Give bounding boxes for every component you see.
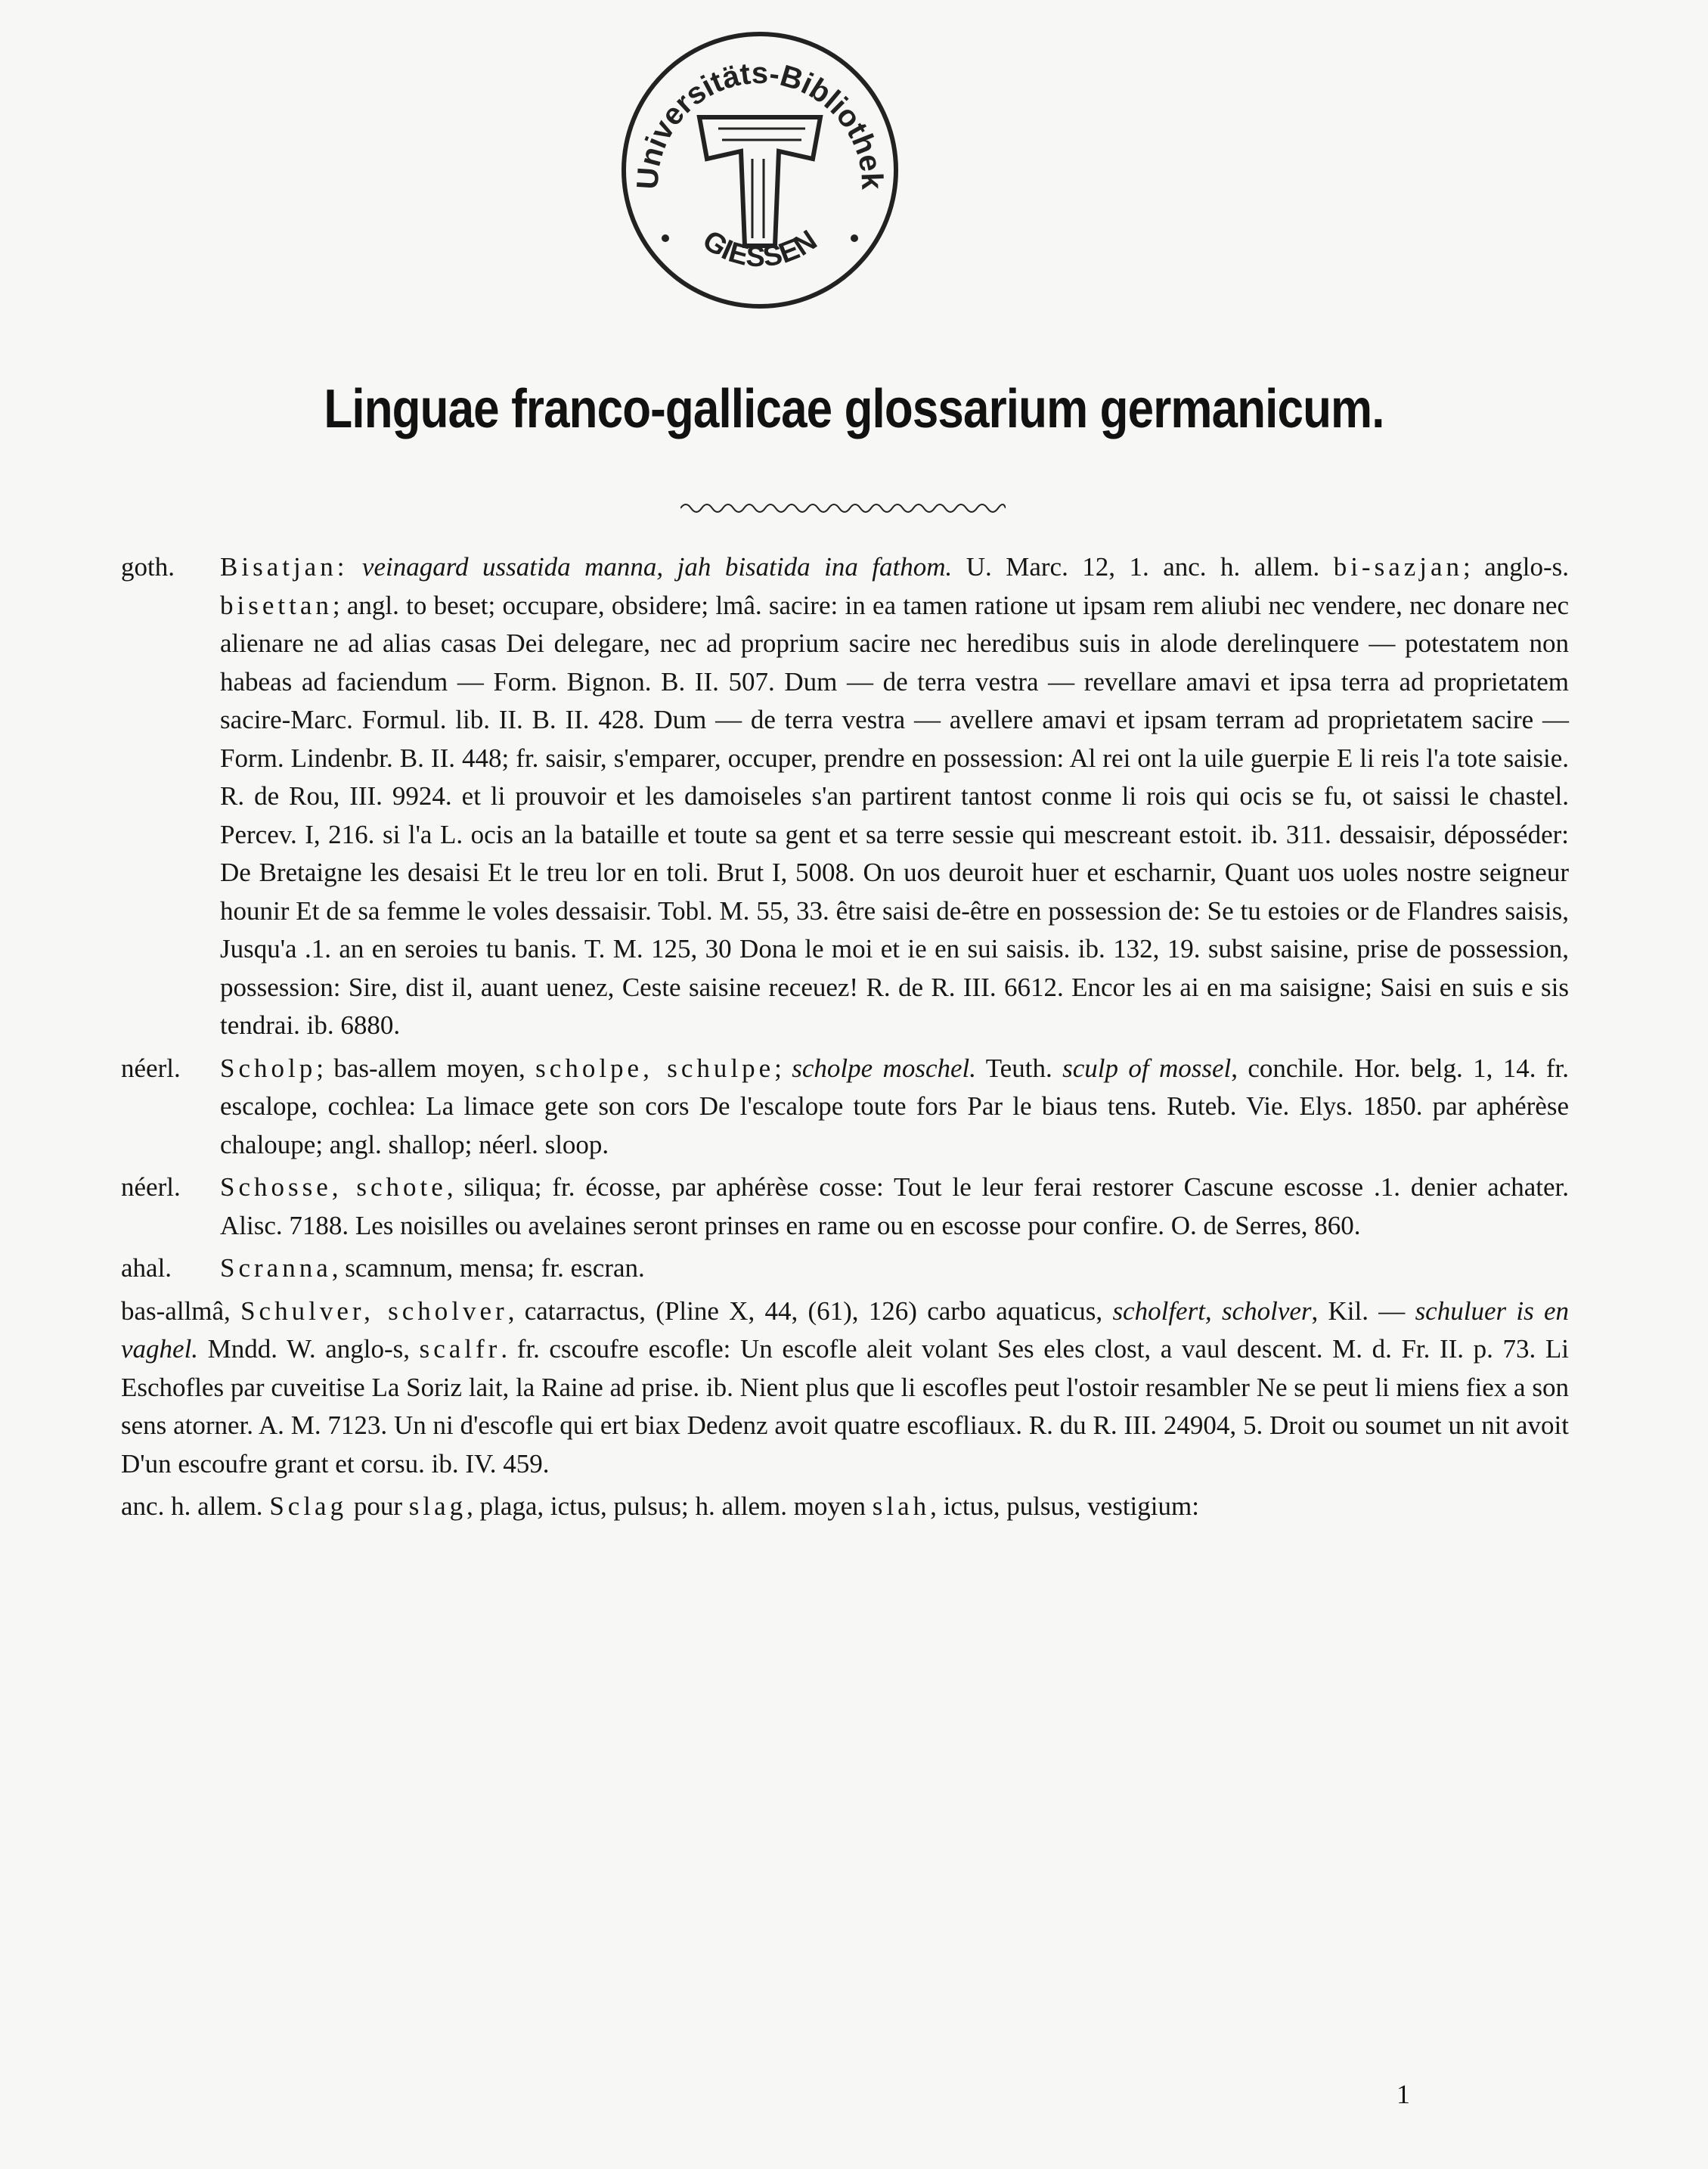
stamp-text-bottom: GIESSEN (696, 224, 823, 274)
entry-headword: Schulver, scholver (240, 1296, 508, 1326)
entry-headword: Schosse, schote (220, 1172, 447, 1202)
entry-text: ; bas-allem moyen, (316, 1053, 536, 1083)
entry-text: pour (347, 1491, 409, 1521)
entry-headword: bisettan (220, 590, 333, 620)
entry-quotation: scholpe moschel. (792, 1053, 976, 1083)
entry-text: Teuth. (976, 1053, 1063, 1083)
entry-text (348, 552, 361, 582)
title-ornament (680, 499, 1006, 517)
entry-quotation: veinagard ussatida manna, jah bisatida ina fathom. (361, 552, 953, 582)
entry-headword: bi-sazjan (1333, 552, 1464, 582)
entry-headword: scholpe, schulpe (535, 1053, 775, 1083)
entry-headword: Scranna (220, 1253, 332, 1283)
page-title: Linguae franco-gallicae glossarium germanicum. (324, 379, 1384, 439)
glossary-entry (121, 1050, 1569, 1165)
entry-quotation: scholfert, scholver (1112, 1296, 1312, 1326)
entry-headword: scalfr (419, 1334, 501, 1364)
entry-headword: Scholp (220, 1053, 317, 1083)
entry-headword: Bisatjan: (220, 552, 349, 582)
page-number: 1 (1396, 2079, 1410, 2109)
entry-text: , siliqua; fr. écosse, par aphérèse cosse: Tout le leur ferai restorer Cascune escosse .1. denier achater. Alisc. 7188. Les noisilles ou avelaines seront prinses en rame ou en escosse pour confire. O. de Serres, 860. (220, 1172, 1569, 1240)
entry-language-label: néerl. (121, 1053, 181, 1083)
entry-text (263, 1491, 270, 1521)
library-stamp (616, 26, 904, 314)
entry-text: , catarractus, (Pline X, 44, (61), 126) carbo aquaticus, (507, 1296, 1113, 1326)
entry-text: U. Marc. 12, 1. anc. h. allem. (952, 552, 1334, 582)
entry-language-label: anc. h. allem. (121, 1491, 263, 1521)
entry-quotation: schuluer is en vaghel. (121, 1296, 1570, 1364)
entry-text: ; angl. to beset; occupare, obsidere; lmâ. sacire: in ea tamen ratione ut ipsam rem aliubi nec vendere, nec donare nec alienare ne ad alias casas Dei delegare, nec ad proprium sacire nec heredibus suis in alode derelinquere — potestatem non habeas ad faciendum — Form. Bignon. B. II. 507. Dum — de terra vestra — revellare amavi et ipsa terra ad proprietatem sacire-Marc. Formul. lib. II. B. II. 428. Dum — de terra vestra — avellere amavi et ipsam terram ad proprietatem sacire — Form. Lindenbr. B. II. 448; fr. saisir, s'emparer, occuper, prendre en possession: Al rei ont la uile guerpie E li reis l'a tote saisie. R. de Rou, III. 9924. et li prouvoir et les damoiseles s'an partirent tantost conme li rois qui ocis se fu, ot saissi le chastel. Percev. I, 216. si l'a L. ocis an la bataille et toute sa gent et sa terre sessie qui mescreant estoit. ib. 311. dessaisir, déposséder: De Bretaigne les desaisi Et le treu lor en toli. Brut I, 5008. On uos deuroit huer et escharnir, Quant uos uoles nostre seigneur hounir Et de sa femme le voles dessaisir. Tobl. M. 55, 33. être saisi de-être en possession de: Se tu estoies or de Flandres saisis, Jusqu'a .1. an en seroies tu banis. T. M. 125, 30 Dona le moi et ie en sui saisis. ib. 132, 19. subst saisine, prise de possession, possession: Sire, dist il, auant uenez, Ceste saisine receuez! R. de R. III. 6612. Encor les ai en ma saisigne; Saisi en suis e sis tendrai. ib. 6880. (220, 590, 1569, 1040)
glossary-entry (121, 1488, 1569, 1526)
entry-text: Mndd. W. anglo-s, (198, 1334, 420, 1364)
entry-language-label: bas-allmâ, (121, 1296, 231, 1326)
entry-text: ; (774, 1053, 792, 1083)
entry-text: . fr. cscoufre escofle: Un escofle aleit volant Ses eles clost, a vaul descent. M. d. Fr. II. p. 73. Li Eschofles par cuveitise La Soriz lait, la Raine ad prise. ib. Nient plus que li escofles peut l'ostoir resambler Ne se peut li miens fiex a son sens atorner. A. M. 7123. Un ni d'escofle qui ert biax Dedenz avoit quatre escofliaux. R. du R. III. 24904, 5. Droit ou soumet un nit avoit D'un escoufre grant et corsu. ib. IV. 459. (121, 1334, 1569, 1479)
entry-text: , scamnum, mensa; fr. escran. (331, 1253, 645, 1283)
entry-language-label: goth. (121, 552, 175, 582)
glossary-entry (121, 1292, 1569, 1484)
entry-text: , plaga, ictus, pulsus; h. allem. moyen (467, 1491, 873, 1521)
entry-headword: Sclag (269, 1491, 348, 1521)
entry-text: ; anglo-s. (1463, 552, 1570, 582)
entry-quotation: sculp of mossel (1062, 1053, 1232, 1083)
glossary-entry (121, 1168, 1569, 1245)
entry-text: , conchile. Hor. belg. 1, 14. fr. escalope, cochlea: La limace gete son cors De l'escalope toute fors Par le biaus tens. Ruteb. Vie. Elys. 1850. par aphérèse chaloupe; angl. shallop; néerl. sloop. (220, 1053, 1569, 1159)
glossary-entry (121, 1249, 1569, 1288)
entry-language-label: néerl. (121, 1172, 181, 1202)
glossary-entry (121, 548, 1569, 1045)
entry-headword: slag (408, 1491, 467, 1521)
glossary-entries (121, 548, 1569, 1531)
entry-text (231, 1296, 240, 1326)
stamp-text-top: Universitäts-Bibliothek (631, 57, 889, 191)
entry-headword: slah (872, 1491, 931, 1521)
entry-language-label: ahal. (121, 1253, 172, 1283)
entry-text: , ictus, pulsus, vestigium: (930, 1491, 1199, 1521)
entry-text: , Kil. — (1311, 1296, 1415, 1326)
